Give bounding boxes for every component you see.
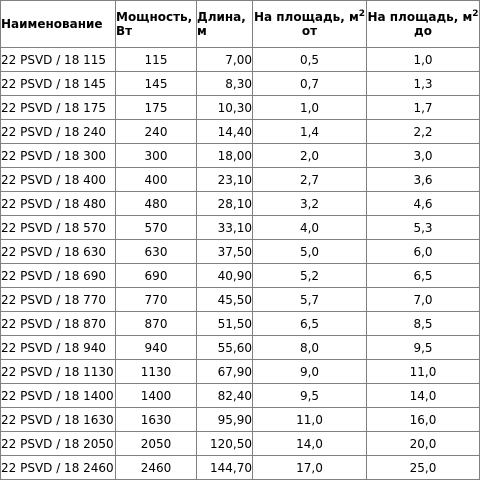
cell-power: 480	[116, 192, 197, 216]
cell-power: 115	[116, 48, 197, 72]
cell-area-from: 8,0	[253, 336, 367, 360]
cell-name: 22 PSVD / 18 480	[1, 192, 116, 216]
table-header	[1, 1, 480, 48]
cell-area-from: 5,2	[253, 264, 367, 288]
cell-name: 22 PSVD / 18 1130	[1, 360, 116, 384]
cell-length: 45,50	[197, 288, 253, 312]
cell-area-to: 2,2	[367, 120, 480, 144]
cell-length: 51,50	[197, 312, 253, 336]
table-row	[1, 48, 480, 72]
cell-area-from: 1,4	[253, 120, 367, 144]
table-row	[1, 216, 480, 240]
cell-power: 240	[116, 120, 197, 144]
header-length-label: Длина,	[197, 10, 246, 24]
header-area-from-label	[253, 10, 366, 24]
cell-length: 7,00	[197, 48, 253, 72]
table-row	[1, 264, 480, 288]
cell-power: 1400	[116, 384, 197, 408]
header-area-to-qualifier: до	[414, 24, 432, 38]
cell-area-from: 0,5	[253, 48, 367, 72]
cell-area-from: 2,0	[253, 144, 367, 168]
table-row	[1, 432, 480, 456]
cell-power: 1130	[116, 360, 197, 384]
cell-power: 175	[116, 96, 197, 120]
cell-length: 18,00	[197, 144, 253, 168]
cell-length: 67,90	[197, 360, 253, 384]
cell-area-to: 8,5	[367, 312, 480, 336]
header-length	[197, 1, 253, 48]
cell-area-from: 9,5	[253, 384, 367, 408]
cell-name: 22 PSVD / 18 1400	[1, 384, 116, 408]
cell-area-from: 2,7	[253, 168, 367, 192]
cell-area-to: 11,0	[367, 360, 480, 384]
cell-length: 8,30	[197, 72, 253, 96]
cell-area-from: 11,0	[253, 408, 367, 432]
cell-area-to: 6,5	[367, 264, 480, 288]
cell-length: 82,40	[197, 384, 253, 408]
header-area-to-label	[367, 10, 479, 24]
cell-name: 22 PSVD / 18 1630	[1, 408, 116, 432]
cell-length: 14,40	[197, 120, 253, 144]
table-row	[1, 456, 480, 480]
cell-power: 2460	[116, 456, 197, 480]
cell-area-from: 5,7	[253, 288, 367, 312]
table-row	[1, 96, 480, 120]
cell-length: 23,10	[197, 168, 253, 192]
cell-name: 22 PSVD / 18 400	[1, 168, 116, 192]
cell-name: 22 PSVD / 18 570	[1, 216, 116, 240]
cell-name: 22 PSVD / 18 2460	[1, 456, 116, 480]
cell-length: 37,50	[197, 240, 253, 264]
cell-area-from: 14,0	[253, 432, 367, 456]
cell-name: 22 PSVD / 18 770	[1, 288, 116, 312]
cell-name: 22 PSVD / 18 630	[1, 240, 116, 264]
cell-area-to: 1,0	[367, 48, 480, 72]
table-row	[1, 168, 480, 192]
cell-area-to: 7,0	[367, 288, 480, 312]
cell-power: 2050	[116, 432, 197, 456]
header-name-label: Наименование	[1, 17, 103, 31]
header-power-unit: Вт	[116, 24, 133, 38]
cell-area-to: 25,0	[367, 456, 480, 480]
cell-area-to: 16,0	[367, 408, 480, 432]
header-area-to	[367, 1, 480, 48]
cell-length: 10,30	[197, 96, 253, 120]
table-row	[1, 288, 480, 312]
header-area-to-text: На площадь, м	[367, 10, 473, 24]
table-row	[1, 144, 480, 168]
cell-length: 55,60	[197, 336, 253, 360]
table-row	[1, 192, 480, 216]
cell-power: 770	[116, 288, 197, 312]
table-body	[1, 48, 480, 480]
cell-area-to: 3,6	[367, 168, 480, 192]
header-area-from-text: На площадь, м	[253, 10, 359, 24]
table-row	[1, 312, 480, 336]
cell-power: 1630	[116, 408, 197, 432]
cell-area-from: 1,0	[253, 96, 367, 120]
header-area-from-qualifier: от	[301, 24, 318, 38]
cell-length: 33,10	[197, 216, 253, 240]
table-row	[1, 336, 480, 360]
cell-area-from: 6,5	[253, 312, 367, 336]
header-area-to-sup: 2	[472, 9, 479, 19]
table-row	[1, 408, 480, 432]
cell-name: 22 PSVD / 18 240	[1, 120, 116, 144]
table-row	[1, 72, 480, 96]
header-length-unit: м	[197, 24, 207, 38]
cell-name: 22 PSVD / 18 300	[1, 144, 116, 168]
cell-power: 400	[116, 168, 197, 192]
cell-area-to: 14,0	[367, 384, 480, 408]
header-name	[1, 1, 116, 48]
cell-area-to: 3,0	[367, 144, 480, 168]
cell-power: 630	[116, 240, 197, 264]
cell-length: 95,90	[197, 408, 253, 432]
cell-name: 22 PSVD / 18 2050	[1, 432, 116, 456]
table-row	[1, 384, 480, 408]
table-row	[1, 120, 480, 144]
cell-power: 300	[116, 144, 197, 168]
cell-name: 22 PSVD / 18 870	[1, 312, 116, 336]
cell-area-from: 4,0	[253, 216, 367, 240]
header-power	[116, 1, 197, 48]
cell-length: 28,10	[197, 192, 253, 216]
header-row	[1, 1, 480, 48]
cell-power: 145	[116, 72, 197, 96]
cell-area-to: 20,0	[367, 432, 480, 456]
cell-area-to: 5,3	[367, 216, 480, 240]
cell-area-from: 9,0	[253, 360, 367, 384]
cell-area-from: 0,7	[253, 72, 367, 96]
cell-name: 22 PSVD / 18 175	[1, 96, 116, 120]
cell-area-to: 6,0	[367, 240, 480, 264]
table-row	[1, 360, 480, 384]
cell-area-to: 1,7	[367, 96, 480, 120]
header-area-from-sup: 2	[358, 9, 366, 19]
cell-area-to: 9,5	[367, 336, 480, 360]
cell-length: 40,90	[197, 264, 253, 288]
cell-power: 870	[116, 312, 197, 336]
cell-length: 144,70	[197, 456, 253, 480]
cell-power: 570	[116, 216, 197, 240]
cell-power: 940	[116, 336, 197, 360]
cell-area-from: 5,0	[253, 240, 367, 264]
cell-name: 22 PSVD / 18 940	[1, 336, 116, 360]
cell-area-to: 4,6	[367, 192, 480, 216]
table-row	[1, 240, 480, 264]
cell-name: 22 PSVD / 18 690	[1, 264, 116, 288]
header-power-label: Мощность,	[116, 10, 193, 24]
cell-power: 690	[116, 264, 197, 288]
cell-area-from: 17,0	[253, 456, 367, 480]
cell-name: 22 PSVD / 18 145	[1, 72, 116, 96]
cell-length: 120,50	[197, 432, 253, 456]
header-area-from	[253, 1, 367, 48]
cell-area-from: 3,2	[253, 192, 367, 216]
cell-area-to: 1,3	[367, 72, 480, 96]
cell-name: 22 PSVD / 18 115	[1, 48, 116, 72]
